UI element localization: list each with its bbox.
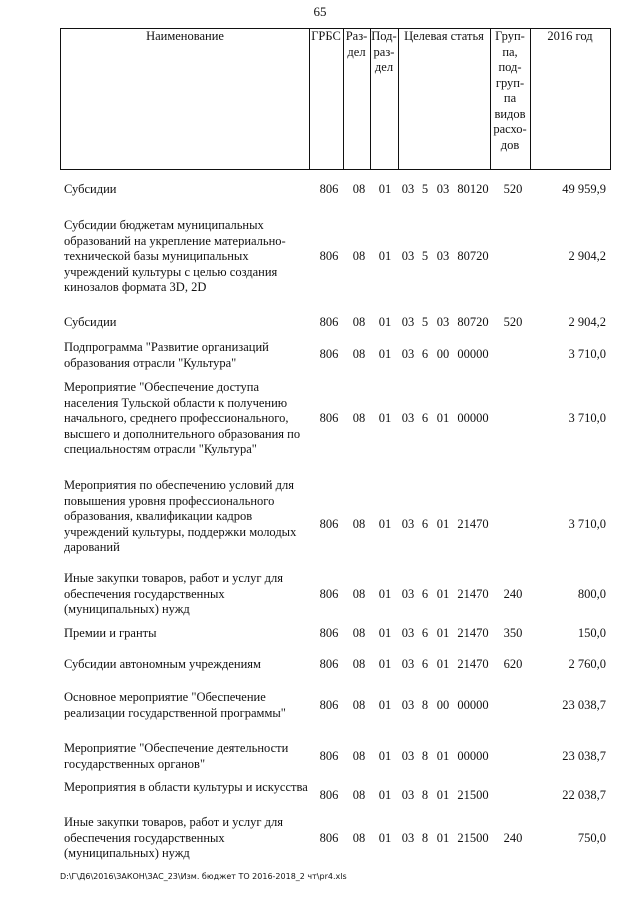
row-podrazdel: 01 (378, 749, 392, 763)
row-c4: 21470 (457, 587, 489, 601)
row-c4: 00000 (457, 749, 489, 763)
row-c1: 03 (401, 182, 415, 196)
row-name: Иные закупки товаров, работ и услуг для обеспечения государственных (муниципальных) нужд (64, 815, 284, 860)
row-razdel: 08 (352, 788, 366, 802)
row-c2: 8 (421, 788, 429, 802)
row-podrazdel: 01 (378, 249, 392, 263)
row-grbs: 806 (319, 749, 339, 763)
row-c3: 03 (436, 315, 450, 329)
row-c3: 01 (436, 788, 450, 802)
row-c4: 80720 (457, 315, 489, 329)
row-razdel: 08 (352, 831, 366, 845)
row-c1: 03 (401, 315, 415, 329)
row-c4: 21470 (457, 517, 489, 531)
row-c2: 6 (421, 657, 429, 671)
row-c2: 6 (421, 347, 429, 361)
row-c4: 21470 (457, 657, 489, 671)
row-c3: 03 (436, 249, 450, 263)
row-amount: 3 710,0 (568, 411, 606, 425)
row-podrazdel: 01 (378, 517, 392, 531)
row-podrazdel: 01 (378, 182, 392, 196)
row-name: Субсидии бюджетам муниципальных образований на укрепление материально-технической базы муниципальных учреждений культуры с целью создания кинозалов формата 3D, 2D (64, 218, 286, 294)
row-razdel: 08 (352, 698, 366, 712)
row-grbs: 806 (319, 626, 339, 640)
row-c2: 8 (421, 831, 429, 845)
row-amount: 3 710,0 (568, 347, 606, 361)
row-razdel: 08 (352, 411, 366, 425)
row-c1: 03 (401, 517, 415, 531)
row-c1: 03 (401, 587, 415, 601)
row-group: 350 (503, 626, 523, 640)
row-c1: 03 (401, 698, 415, 712)
row-podrazdel: 01 (378, 788, 392, 802)
row-c1: 03 (401, 626, 415, 640)
row-grbs: 806 (319, 587, 339, 601)
row-amount: 23 038,7 (562, 749, 606, 763)
row-c4: 21500 (457, 788, 489, 802)
header-year: 2016 год (547, 29, 593, 43)
row-c1: 03 (401, 411, 415, 425)
row-c3: 01 (436, 831, 450, 845)
row-razdel: 08 (352, 347, 366, 361)
row-c2: 6 (421, 517, 429, 531)
header-podrazdel: Под- раз- дел (371, 29, 397, 74)
row-podrazdel: 01 (378, 626, 392, 640)
row-grbs: 806 (319, 698, 339, 712)
row-c2: 5 (421, 182, 429, 196)
row-c3: 01 (436, 657, 450, 671)
row-group: 620 (503, 657, 523, 671)
header-grbs: ГРБС (311, 29, 341, 43)
row-razdel: 08 (352, 315, 366, 329)
row-c4: 21470 (457, 626, 489, 640)
row-grbs: 806 (319, 517, 339, 531)
row-c2: 5 (421, 249, 429, 263)
row-name: Субсидии (64, 315, 117, 329)
row-amount: 22 038,7 (562, 788, 606, 802)
row-name: Основное мероприятие "Обеспечение реализации государственной программы" (64, 690, 286, 720)
row-razdel: 08 (352, 587, 366, 601)
row-amount: 750,0 (577, 831, 606, 845)
row-grbs: 806 (319, 411, 339, 425)
row-c1: 03 (401, 749, 415, 763)
row-name: Премии и гранты (64, 626, 157, 640)
row-c1: 03 (401, 831, 415, 845)
row-name: Субсидии автономным учреждениям (64, 657, 261, 671)
row-c3: 01 (436, 517, 450, 531)
row-c3: 01 (436, 749, 450, 763)
row-razdel: 08 (352, 657, 366, 671)
header-target-article: Целевая статья (404, 29, 484, 43)
row-amount: 150,0 (577, 626, 606, 640)
row-c2: 6 (421, 411, 429, 425)
header-expense-group: Груп- па, под- груп- па видов расхо- дов (493, 29, 527, 152)
row-razdel: 08 (352, 249, 366, 263)
row-name: Мероприятие "Обеспечение доступа населения Тульской области к получению начального, среднего профессионального, высшего и дополнительного образования по специальностям отрасли "Культура" (64, 380, 301, 456)
row-group: 240 (503, 831, 523, 845)
row-c2: 6 (421, 626, 429, 640)
row-c4: 80720 (457, 249, 489, 263)
row-c2: 8 (421, 698, 429, 712)
row-grbs: 806 (319, 249, 339, 263)
page-number: 65 (313, 4, 327, 19)
row-c4: 80120 (457, 182, 489, 196)
row-group: 520 (503, 315, 523, 329)
row-grbs: 806 (319, 182, 339, 196)
row-c3: 01 (436, 411, 450, 425)
row-podrazdel: 01 (378, 411, 392, 425)
row-c3: 01 (436, 626, 450, 640)
row-name: Субсидии (64, 182, 117, 196)
row-grbs: 806 (319, 788, 339, 802)
file-path-footer: D:\Г\Д6\2016\ЗАКОН\ЗАС_23\Изм. бюджет ТО 2016-2018_2 чт\pr4.xls (60, 872, 347, 881)
row-c2: 5 (421, 315, 429, 329)
row-grbs: 806 (319, 315, 339, 329)
row-amount: 2 904,2 (568, 315, 606, 329)
header-razdel: Раз- дел (345, 29, 368, 59)
row-podrazdel: 01 (378, 831, 392, 845)
row-c3: 00 (436, 347, 450, 361)
row-razdel: 08 (352, 626, 366, 640)
row-podrazdel: 01 (378, 347, 392, 361)
row-c4: 00000 (457, 411, 489, 425)
row-c1: 03 (401, 249, 415, 263)
row-grbs: 806 (319, 347, 339, 361)
row-c2: 8 (421, 749, 429, 763)
row-grbs: 806 (319, 657, 339, 671)
row-podrazdel: 01 (378, 315, 392, 329)
row-amount: 2 904,2 (568, 249, 606, 263)
row-amount: 3 710,0 (568, 517, 606, 531)
row-podrazdel: 01 (378, 657, 392, 671)
header-name: Наименование (146, 29, 224, 43)
row-c3: 01 (436, 587, 450, 601)
row-group: 240 (503, 587, 523, 601)
row-c4: 21500 (457, 831, 489, 845)
row-razdel: 08 (352, 517, 366, 531)
row-c1: 03 (401, 657, 415, 671)
row-name: Мероприятие "Обеспечение деятельности государственных органов" (64, 741, 289, 771)
row-razdel: 08 (352, 182, 366, 196)
row-name: Мероприятия по обеспечению условий для повышения уровня профессионального образования, квалификации кадров учреждений культуры, поддержки молодых дарований (64, 478, 297, 554)
row-name: Подпрограмма "Развитие организаций образования отрасли "Культура" (64, 340, 269, 370)
row-c2: 6 (421, 587, 429, 601)
row-amount: 23 038,7 (562, 698, 606, 712)
row-c3: 00 (436, 698, 450, 712)
row-podrazdel: 01 (378, 587, 392, 601)
row-c4: 00000 (457, 347, 489, 361)
row-amount: 49 959,9 (562, 182, 606, 196)
row-amount: 800,0 (577, 587, 606, 601)
row-c3: 03 (436, 182, 450, 196)
row-amount: 2 760,0 (568, 657, 606, 671)
row-grbs: 806 (319, 831, 339, 845)
row-c4: 00000 (457, 698, 489, 712)
row-group: 520 (503, 182, 523, 196)
table-header (60, 28, 611, 170)
row-name: Мероприятия в области культуры и искусства (64, 780, 308, 794)
row-razdel: 08 (352, 749, 366, 763)
row-c1: 03 (401, 788, 415, 802)
row-podrazdel: 01 (378, 698, 392, 712)
row-name: Иные закупки товаров, работ и услуг для обеспечения государственных (муниципальных) нужд (64, 571, 284, 616)
row-c1: 03 (401, 347, 415, 361)
